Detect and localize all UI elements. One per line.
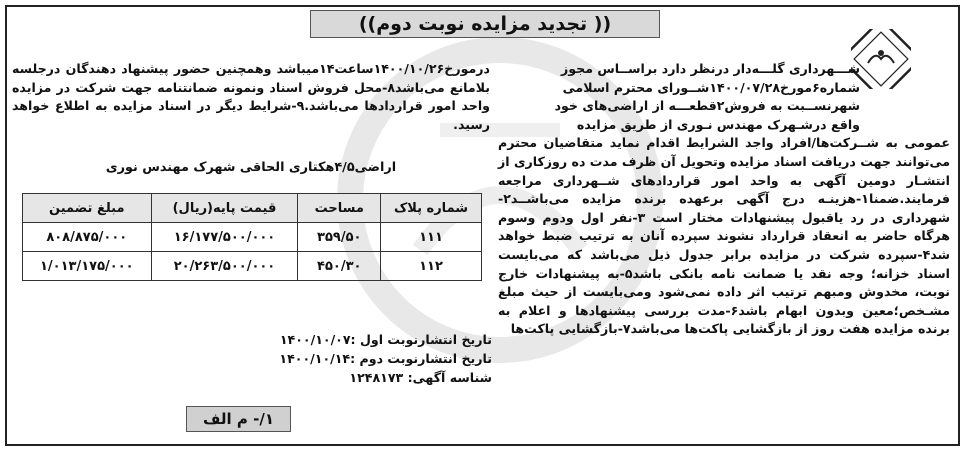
right-column-text [498,60,950,339]
ad-code-badge: ۱/- م الف [186,406,291,432]
cell-base-price: ۲۰/۲۶۳/۵۰۰/۰۰۰ [151,252,298,281]
ad-id: شناسه آگهی: ۱۲۴۸۱۷۳ [349,370,492,385]
cell-guarantee: ۸۰۸/۸۷۵/۰۰۰ [23,223,152,252]
publication-dates [210,330,492,387]
auction-table [22,193,482,281]
table-row [23,252,482,281]
table-row [23,223,482,252]
first-publication-date: تاریخ انتشارنوبت اول :۱۴۰۰/۱۰/۰۷ [279,332,492,347]
page-title: (( تجدید مزایده نوبت دوم)) [310,10,660,38]
left-column-text [12,60,490,134]
cell-area: ۴۵۰/۳۰ [298,252,381,281]
cell-plate: ۱۱۱ [381,223,482,252]
col-plate: شماره پلاک [381,194,482,223]
cell-base-price: ۱۶/۱۷۷/۵۰۰/۰۰۰ [151,223,298,252]
terms-continuation: درمورخ۱۴۰۰/۱۰/۲۶ساعت۱۴میباشد وهمچنین حضور پیشنهاد دهندگان درجلسه بلامانع می‌باشد۸-محل فروش اسناد ونمونه ضمانتنامه جهت شرکت در مزایده واحد امور قراردادها می‌باشد.۹-شرایط دیگر در اسناد مزایده به اطلاع خواهد رسید. [12,61,491,132]
intro-line-4: واقع درشـهرک مهندس نـوری از طریق مزایده [576,116,860,132]
col-area: مساحت [298,194,381,223]
cell-plate: ۱۱۲ [381,252,482,281]
table-header-row [23,194,482,223]
cell-area: ۳۵۹/۵۰ [298,223,381,252]
intro-line-3: شهرنســبت به فروش۲قطعـــه از اراضی‌های خود [554,98,860,114]
land-subtitle: اراضی۴/۵هکتاری الحاقی شهرک مهندس نوری [105,160,397,175]
cell-guarantee: ۱/۰۱۳/۱۷۵/۰۰۰ [23,252,152,281]
second-publication-date: تاریخ انتشارنوبت دوم :۱۴۰۰/۱۰/۱۴ [279,351,492,366]
col-base-price: قیمت پایه(ریال) [151,194,298,223]
terms-body: عمومی به شــرکت‌ها/افراد واجد الشرایط اقدام نماید متقاضیان محترم می‌توانند جهت دریافت اسناد مزایده وتحویل آن ظرف مدت ده روزکاری از انتشـار دومین آگهی به واحد امور قراردادهای شــهرداری مراجعه فرمایند.ضمنا۱-هزینـه درج آگهی برعهده برنده مزایده می‌باشــد۲-شهرداری در رد یاقبول پیشنهادات مختار است ۳-نفر اول ودوم وسوم هرگاه حاضر به انعقاد قرارداد نشوند سپرده آنان به ترتیب ضبط خواهد شد۴-سپرده شرکت در مزایده برابر جدول ذیل می‌باشد که می‌بایست اسناد خزانه؛ وجه نقد یا ضمانت نامه بانکی باشد۵-به پیشنهادات خارج نوبت، مخدوش ومبهم ترتیب اثر داده نمی‌شود ومی‌بایست از حیث مبلغ مشـخص؛معین وبدون ابهام باشد۶-مدت بررسی پیشنهادها و اعلام به برنده مزایده هفت روز از بازگشایی پاکت‌ها می‌باشد۷-بازگشایی پاکت‌ها [498,135,950,337]
intro-line-1: شـــهرداری گلـــه‌دار درنظر دارد براســاس مجوز [560,61,860,76]
col-guarantee: مبلغ تضمین [23,194,152,223]
intro-line-2: شماره۶مورخ۱۴۰۰/۰۷/۲۸شــورای محترم اسلامی [562,79,860,95]
